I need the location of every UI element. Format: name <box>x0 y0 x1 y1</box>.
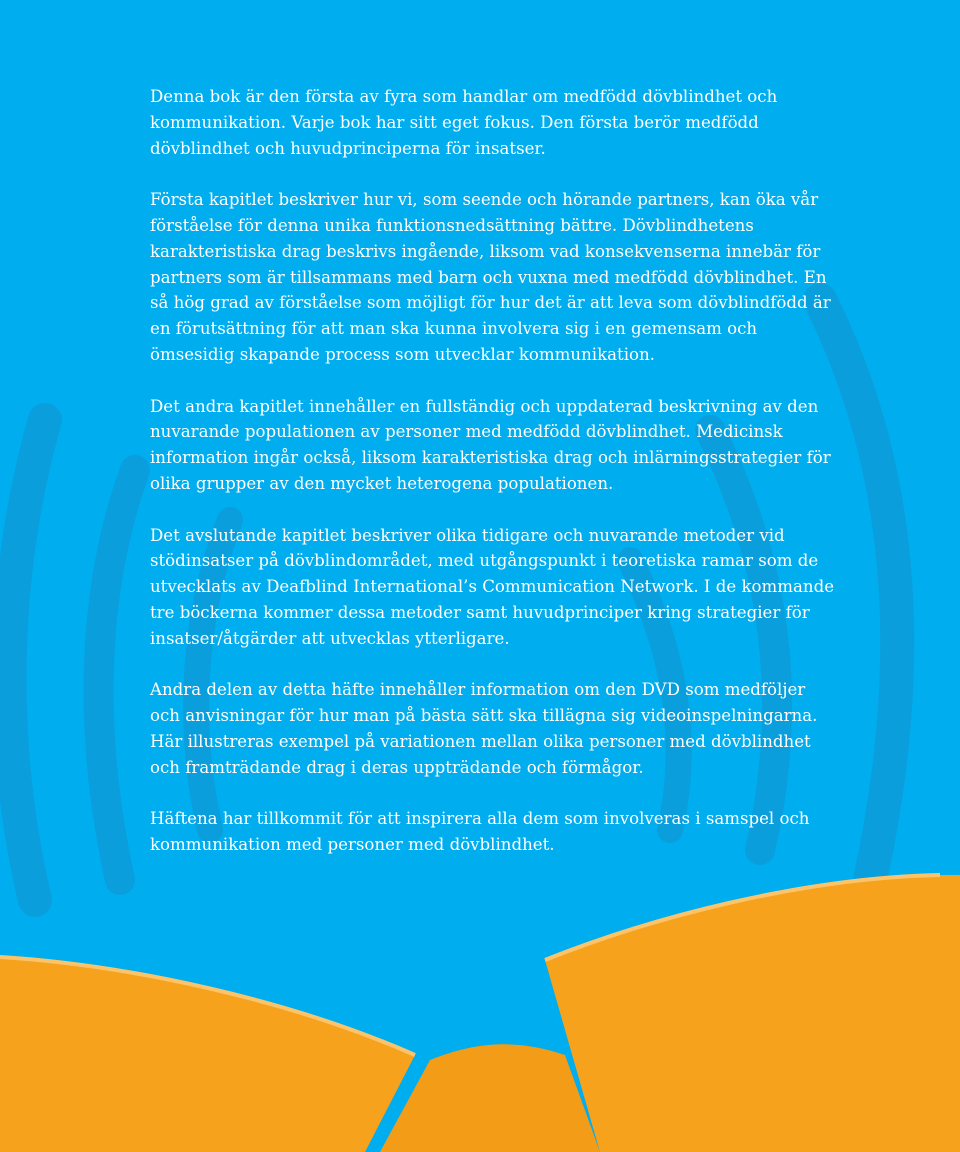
body-text <box>150 84 840 884</box>
paragraph-6: Häftena har tillkommit för att inspirera alla dem som involveras i samspel och kommunikation med personer med dövblindhet. <box>150 809 810 855</box>
paragraph-3: Det andra kapitlet innehåller en fullständig och uppdaterad beskrivning av den nuvarande populationen av personer med medfödd dövblindhet. Medicinsk information ingår också, liksom karakteristiska drag och inlärningsstrategier för olika grupper av den mycket heterogena populationen. <box>150 396 831 493</box>
orange-shape-right <box>545 875 960 1152</box>
arc-left-middle <box>99 470 135 880</box>
paragraph-2: Första kapitlet beskriver hur vi, som seende och hörande partners, kan öka vår förståelse för denna unika funktionsnedsättning bättre. Dövblindhetens karakteristiska drag beskrivs ingående, liksom vad konsekvenserna innebär för partners som är tillsammans med barn och vuxna med medfödd dövblindhet. En så hög grad av förståelse som möjligt för hur det är att leva som dövblindfödd är en förutsättning för att man ska kunna involvera sig i en gemensam och ömsesidig skapande process som utvecklar kommunikation. <box>150 190 831 364</box>
paragraph-4: Det avslutande kapitlet beskriver olika tidigare och nuvarande metoder vid stödinsatser på dövblindområdet, med utgångspunkt i teoretiska ramar som de utvecklats av Deafblind International’s Communication Network. I de kommande tre böckerna kommer dessa metoder samt huvudprinciper kring strategier för insatser/åtgärder att utvecklas ytterligare. <box>150 525 835 648</box>
paragraph-1: Denna bok är den första av fyra som handlar om medfödd dövblindhet och kommunikation. Varje bok har sitt eget fokus. Den första berör medfödd dövblindhet och huvudprinciperna för insatser. <box>150 87 778 158</box>
arc-left-outer <box>10 420 45 900</box>
paragraph-5: Andra delen av detta häfte innehåller information om den DVD som medföljer och anvisningar för hur man på bästa sätt ska tillägna sig videoinspelningarna. Här illustreras exempel på variationen mellan olika personer med dövblindhet och framträdande drag i deras uppträdande och förmågor. <box>150 680 818 777</box>
orange-shape-center <box>380 1044 600 1152</box>
